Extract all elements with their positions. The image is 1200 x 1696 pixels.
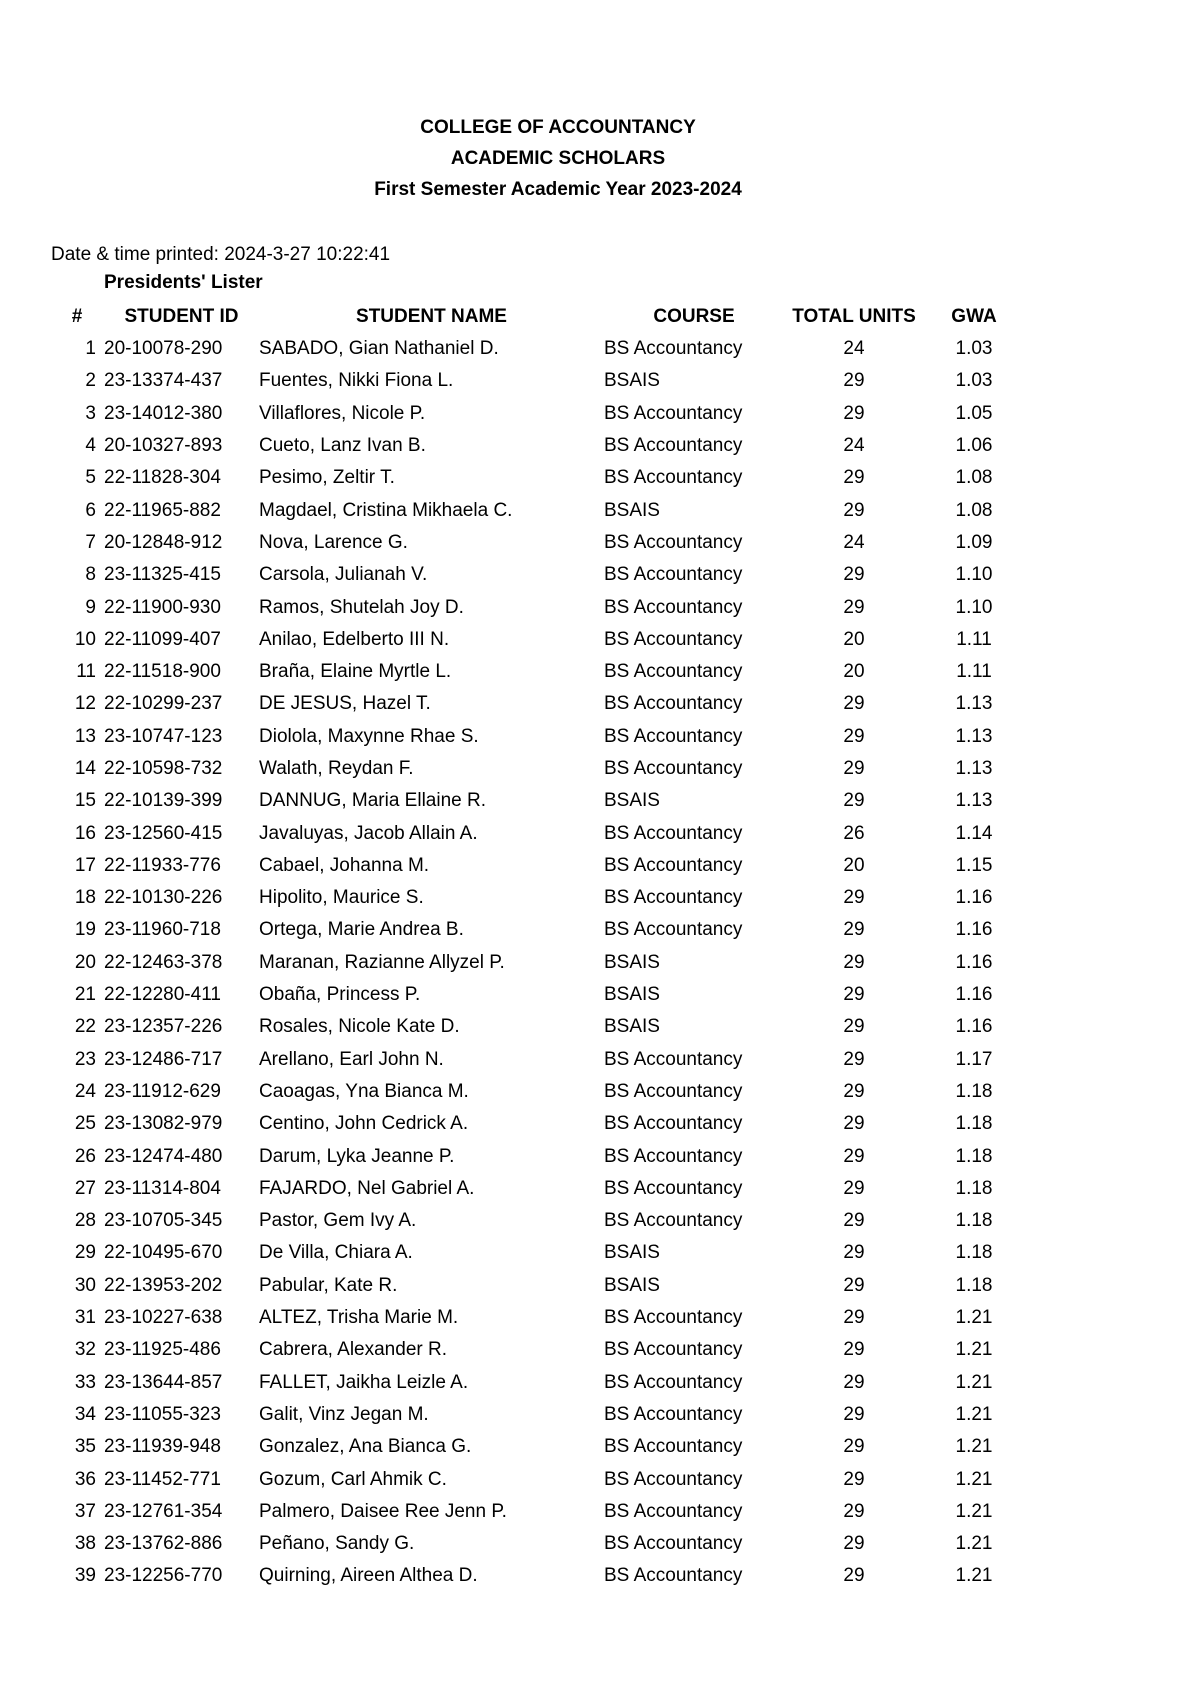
student-id: 23-11939-948 — [104, 1436, 221, 1458]
gwa: 1.05 — [955, 402, 993, 424]
student-name: Carsola, Julianah V. — [259, 564, 428, 586]
term-label: First Semester Academic Year 2023-2024 — [374, 179, 742, 200]
column-header-number: # — [71, 305, 83, 327]
gwa: 1.21 — [955, 1307, 993, 1329]
table-row — [50, 1399, 1024, 1431]
total-units: 24 — [843, 531, 865, 553]
table-row — [50, 365, 1024, 397]
student-id: 22-10495-670 — [104, 1242, 223, 1264]
row-number: 4 — [85, 435, 96, 457]
student-id: 20-12848-912 — [104, 531, 223, 553]
table-row — [50, 753, 1024, 785]
student-id: 23-12256-770 — [104, 1565, 223, 1587]
student-name: FAJARDO, Nel Gabriel A. — [259, 1177, 475, 1199]
student-id: 23-11325-415 — [104, 564, 221, 586]
student-name: Maranan, Razianne Allyzel P. — [259, 951, 505, 973]
row-number: 6 — [85, 499, 96, 521]
document-title: ACADEMIC SCHOLARS — [450, 148, 666, 169]
course: BS Accountancy — [604, 435, 743, 457]
row-number: 2 — [85, 370, 96, 392]
total-units: 29 — [843, 1565, 865, 1587]
row-number: 18 — [74, 887, 96, 909]
student-id: 22-12280-411 — [104, 984, 221, 1006]
row-number: 25 — [74, 1113, 96, 1135]
row-number: 39 — [74, 1565, 96, 1587]
course: BS Accountancy — [604, 725, 743, 747]
gwa: 1.21 — [955, 1436, 993, 1458]
student-name: Peñano, Sandy G. — [259, 1533, 415, 1555]
student-id: 22-11900-930 — [104, 596, 221, 618]
column-header-gwa: GWA — [951, 305, 997, 327]
student-name: ALTEZ, Trisha Marie M. — [259, 1307, 459, 1329]
student-id: 23-12474-480 — [104, 1145, 223, 1167]
table-row — [50, 882, 1024, 914]
total-units: 29 — [843, 758, 865, 779]
table-row — [50, 462, 1024, 494]
student-name: Quirning, Aireen Althea D. — [259, 1565, 478, 1587]
row-number: 33 — [74, 1371, 96, 1393]
gwa: 1.21 — [955, 1533, 993, 1555]
gwa: 1.08 — [955, 499, 993, 521]
student-id: 22-10139-399 — [104, 790, 223, 812]
row-number: 15 — [74, 790, 96, 812]
student-id: 23-11912-629 — [104, 1080, 221, 1102]
table-row — [50, 1011, 1024, 1043]
total-units: 29 — [843, 370, 865, 392]
gwa: 1.18 — [955, 1177, 993, 1199]
student-id: 23-11925-486 — [104, 1339, 221, 1361]
section-title: Presidents' Lister — [104, 272, 263, 293]
student-id: 23-10705-345 — [104, 1210, 223, 1232]
student-id: 20-10327-893 — [104, 435, 223, 457]
table-row — [50, 721, 1024, 753]
course: BSAIS — [604, 1016, 660, 1038]
course: BS Accountancy — [604, 1565, 743, 1587]
row-number: 36 — [74, 1468, 96, 1490]
total-units: 29 — [843, 1210, 865, 1232]
gwa: 1.21 — [955, 1468, 993, 1490]
table-row — [50, 398, 1024, 430]
student-id: 23-13374-437 — [104, 370, 223, 392]
row-number: 31 — [74, 1307, 96, 1329]
table-row — [50, 1237, 1024, 1269]
table-row — [50, 624, 1024, 656]
table-row — [50, 333, 1024, 365]
gwa: 1.18 — [955, 1145, 993, 1167]
course: BSAIS — [604, 370, 660, 392]
table-row — [50, 656, 1024, 688]
student-name: Hipolito, Maurice S. — [259, 887, 424, 909]
student-name: Anilao, Edelberto III N. — [259, 628, 450, 650]
table-row — [50, 1173, 1024, 1205]
course: BS Accountancy — [604, 1533, 743, 1555]
course: BS Accountancy — [604, 1113, 743, 1135]
total-units: 29 — [843, 596, 865, 618]
gwa: 1.10 — [955, 596, 993, 618]
table-row — [50, 914, 1024, 946]
table-row — [50, 1108, 1024, 1140]
student-name: Obaña, Princess P. — [259, 984, 421, 1006]
course: BS Accountancy — [604, 1371, 743, 1393]
course: BS Accountancy — [604, 531, 743, 553]
student-name: Fuentes, Nikki Fiona L. — [259, 370, 454, 392]
student-id: 23-13082-979 — [104, 1113, 223, 1135]
total-units: 20 — [843, 628, 865, 650]
total-units: 29 — [843, 951, 865, 973]
course: BS Accountancy — [604, 1145, 743, 1167]
table-row — [50, 1270, 1024, 1302]
total-units: 26 — [843, 822, 865, 844]
course: BSAIS — [604, 1242, 660, 1264]
gwa: 1.16 — [955, 984, 993, 1006]
gwa: 1.21 — [955, 1403, 993, 1425]
gwa: 1.13 — [955, 758, 993, 779]
table-row — [50, 1528, 1024, 1560]
course: BSAIS — [604, 790, 660, 812]
total-units: 29 — [843, 1307, 865, 1329]
student-id: 23-12486-717 — [104, 1048, 223, 1070]
table-row — [50, 850, 1024, 882]
total-units: 29 — [843, 1436, 865, 1458]
student-name: Arellano, Earl John N. — [259, 1048, 444, 1070]
row-number: 11 — [76, 661, 96, 683]
row-number: 10 — [74, 628, 96, 650]
course: BS Accountancy — [604, 628, 743, 650]
gwa: 1.11 — [956, 628, 992, 650]
gwa: 1.03 — [955, 338, 993, 360]
table-header-row — [50, 300, 1024, 333]
row-number: 21 — [74, 984, 96, 1006]
gwa: 1.21 — [955, 1565, 993, 1587]
student-name: Villaflores, Nicole P. — [259, 402, 426, 424]
course: BS Accountancy — [604, 919, 743, 941]
scholars-table — [50, 300, 1024, 1593]
total-units: 24 — [843, 435, 865, 457]
student-name: DE JESUS, Hazel T. — [259, 693, 431, 715]
student-id: 23-12357-226 — [104, 1016, 223, 1038]
table-row — [50, 817, 1024, 849]
student-name: Braña, Elaine Myrtle L. — [259, 661, 452, 683]
table-row — [50, 947, 1024, 979]
course: BSAIS — [604, 1274, 660, 1296]
row-number: 12 — [74, 693, 96, 715]
gwa: 1.21 — [955, 1500, 993, 1522]
student-id: 22-11099-407 — [104, 628, 221, 650]
gwa: 1.16 — [955, 951, 993, 973]
total-units: 24 — [843, 338, 865, 360]
student-id: 22-11965-882 — [104, 499, 221, 521]
row-number: 14 — [74, 758, 96, 779]
gwa: 1.21 — [955, 1371, 993, 1393]
student-name: Walath, Reydan F. — [259, 758, 414, 779]
gwa: 1.13 — [955, 693, 993, 715]
student-id: 23-13644-857 — [104, 1371, 223, 1393]
total-units: 29 — [843, 402, 865, 424]
table-row — [50, 1367, 1024, 1399]
row-number: 37 — [74, 1500, 96, 1522]
student-name: Pabular, Kate R. — [259, 1274, 398, 1296]
table-row — [50, 1205, 1024, 1237]
total-units: 29 — [843, 1080, 865, 1102]
course: BS Accountancy — [604, 1307, 743, 1329]
total-units: 29 — [843, 1274, 865, 1296]
student-name: Ramos, Shutelah Joy D. — [259, 596, 464, 618]
table-row — [50, 979, 1024, 1011]
row-number: 22 — [74, 1016, 96, 1038]
table-row — [50, 494, 1024, 526]
gwa: 1.14 — [955, 822, 993, 844]
table-row — [50, 785, 1024, 817]
table-row — [50, 688, 1024, 720]
total-units: 29 — [843, 1371, 865, 1393]
row-number: 24 — [74, 1080, 96, 1102]
column-header-student-id: STUDENT ID — [124, 305, 239, 327]
student-name: Ortega, Marie Andrea B. — [259, 919, 464, 941]
course: BS Accountancy — [604, 1436, 743, 1458]
total-units: 29 — [843, 1468, 865, 1490]
course: BS Accountancy — [604, 1339, 743, 1361]
college-name: COLLEGE OF ACCOUNTANCY — [420, 117, 696, 138]
table-row — [50, 1302, 1024, 1334]
student-name: Palmero, Daisee Ree Jenn P. — [259, 1500, 507, 1522]
student-id: 22-11933-776 — [104, 854, 221, 876]
course: BS Accountancy — [604, 1210, 743, 1232]
total-units: 29 — [843, 1339, 865, 1361]
student-id: 23-14012-380 — [104, 402, 223, 424]
total-units: 29 — [843, 790, 865, 812]
table-row — [50, 430, 1024, 462]
total-units: 29 — [843, 1533, 865, 1555]
row-number: 19 — [74, 919, 96, 941]
total-units: 29 — [843, 1016, 865, 1038]
student-id: 22-10299-237 — [104, 693, 223, 715]
row-number: 5 — [85, 467, 96, 489]
row-number: 38 — [74, 1533, 96, 1555]
student-name: Diolola, Maxynne Rhae S. — [259, 725, 479, 747]
student-id: 22-10130-226 — [104, 887, 223, 909]
total-units: 29 — [843, 1048, 865, 1070]
student-id: 23-11314-804 — [104, 1177, 221, 1199]
table-row — [50, 1463, 1024, 1495]
gwa: 1.09 — [955, 531, 993, 553]
row-number: 30 — [74, 1274, 96, 1296]
total-units: 29 — [843, 919, 865, 941]
table-body — [50, 333, 1024, 1593]
student-name: Javaluyas, Jacob Allain A. — [259, 822, 478, 844]
student-name: FALLET, Jaikha Leizle A. — [259, 1371, 469, 1393]
gwa: 1.18 — [955, 1080, 993, 1102]
total-units: 29 — [843, 467, 865, 489]
total-units: 29 — [843, 725, 865, 747]
student-name: Pastor, Gem Ivy A. — [259, 1210, 417, 1232]
gwa: 1.17 — [955, 1048, 993, 1070]
student-id: 23-11452-771 — [104, 1468, 221, 1490]
student-name: Cabael, Johanna M. — [259, 854, 430, 876]
table-row — [50, 1044, 1024, 1076]
student-name: Rosales, Nicole Kate D. — [259, 1016, 460, 1038]
table-row — [50, 1431, 1024, 1463]
student-name: Gonzalez, Ana Bianca G. — [259, 1436, 472, 1458]
gwa: 1.18 — [955, 1274, 993, 1296]
table-row — [50, 1076, 1024, 1108]
course: BS Accountancy — [604, 1403, 743, 1425]
student-name: De Villa, Chiara A. — [259, 1242, 413, 1264]
student-id: 23-10227-638 — [104, 1307, 223, 1329]
student-name: Pesimo, Zeltir T. — [259, 467, 395, 489]
row-number: 1 — [85, 338, 96, 360]
course: BS Accountancy — [604, 467, 743, 489]
student-name: Magdael, Cristina Mikhaela C. — [259, 499, 513, 521]
column-header-course: COURSE — [653, 305, 735, 327]
row-number: 29 — [74, 1242, 96, 1264]
student-name: Galit, Vinz Jegan M. — [259, 1403, 429, 1425]
student-id: 22-11518-900 — [104, 661, 221, 683]
table-row — [50, 1334, 1024, 1366]
course: BS Accountancy — [604, 1500, 743, 1522]
gwa: 1.13 — [955, 725, 993, 747]
student-name: Darum, Lyka Jeanne P. — [259, 1145, 455, 1167]
document-header — [0, 112, 1116, 205]
total-units: 29 — [843, 984, 865, 1006]
total-units: 29 — [843, 1113, 865, 1135]
course: BSAIS — [604, 984, 660, 1006]
student-name: SABADO, Gian Nathaniel D. — [259, 338, 499, 360]
total-units: 29 — [843, 693, 865, 715]
student-name: Caoagas, Yna Bianca M. — [259, 1080, 469, 1102]
course: BS Accountancy — [604, 1177, 743, 1199]
student-name: Cueto, Lanz Ivan B. — [259, 435, 426, 457]
course: BS Accountancy — [604, 1080, 743, 1102]
table-row — [50, 527, 1024, 559]
course: BS Accountancy — [604, 596, 743, 618]
gwa: 1.11 — [956, 661, 992, 683]
gwa: 1.18 — [955, 1242, 993, 1264]
row-number: 32 — [74, 1339, 96, 1361]
gwa: 1.08 — [955, 467, 993, 489]
gwa: 1.18 — [955, 1113, 993, 1135]
course: BS Accountancy — [604, 887, 743, 909]
course: BS Accountancy — [604, 822, 743, 844]
student-id: 22-12463-378 — [104, 951, 223, 973]
table-row — [50, 591, 1024, 623]
course: BS Accountancy — [604, 564, 743, 586]
row-number: 26 — [74, 1145, 96, 1167]
total-units: 20 — [843, 854, 865, 876]
student-id: 23-12761-354 — [104, 1500, 223, 1522]
row-number: 20 — [74, 951, 96, 973]
total-units: 29 — [843, 1500, 865, 1522]
gwa: 1.03 — [955, 370, 993, 392]
gwa: 1.15 — [955, 854, 993, 876]
table-row — [50, 1140, 1024, 1172]
row-number: 34 — [74, 1403, 96, 1425]
gwa: 1.21 — [955, 1339, 993, 1361]
course: BSAIS — [604, 951, 660, 973]
student-id: 23-11055-323 — [104, 1403, 221, 1425]
student-id: 22-10598-732 — [104, 758, 223, 779]
student-id: 23-12560-415 — [104, 822, 223, 844]
course: BSAIS — [604, 499, 660, 521]
course: BS Accountancy — [604, 1468, 743, 1490]
course: BS Accountancy — [604, 402, 743, 424]
row-number: 7 — [85, 531, 96, 553]
total-units: 29 — [843, 1403, 865, 1425]
student-name: Nova, Larence G. — [259, 531, 408, 553]
total-units: 29 — [843, 564, 865, 586]
total-units: 29 — [843, 1242, 865, 1264]
student-name: Cabrera, Alexander R. — [259, 1339, 447, 1361]
course: BS Accountancy — [604, 1048, 743, 1070]
row-number: 23 — [74, 1048, 96, 1070]
course: BS Accountancy — [604, 338, 743, 360]
total-units: 29 — [843, 887, 865, 909]
column-header-student-name: STUDENT NAME — [356, 305, 507, 327]
row-number: 16 — [74, 822, 96, 844]
course: BS Accountancy — [604, 854, 743, 876]
student-id: 23-10747-123 — [104, 725, 223, 747]
total-units: 29 — [843, 1177, 865, 1199]
row-number: 8 — [85, 564, 96, 586]
row-number: 13 — [74, 725, 96, 747]
total-units: 29 — [843, 499, 865, 521]
column-header-total-units: TOTAL UNITS — [792, 305, 916, 327]
table-row — [50, 559, 1024, 591]
row-number: 28 — [74, 1210, 96, 1232]
gwa: 1.18 — [955, 1210, 993, 1232]
student-name: DANNUG, Maria Ellaine R. — [259, 790, 486, 812]
gwa: 1.16 — [955, 1016, 993, 1038]
student-id: 22-13953-202 — [104, 1274, 223, 1296]
student-name: Gozum, Carl Ahmik C. — [259, 1468, 447, 1490]
gwa: 1.16 — [955, 887, 993, 909]
row-number: 27 — [74, 1177, 96, 1199]
gwa: 1.06 — [955, 435, 993, 457]
student-id: 22-11828-304 — [104, 467, 221, 489]
gwa: 1.10 — [955, 564, 993, 586]
student-id: 20-10078-290 — [104, 338, 223, 360]
student-name: Centino, John Cedrick A. — [259, 1113, 469, 1135]
course: BS Accountancy — [604, 661, 743, 683]
total-units: 20 — [843, 661, 865, 683]
table-row — [50, 1560, 1024, 1592]
table-row — [50, 1496, 1024, 1528]
course: BS Accountancy — [604, 758, 743, 779]
total-units: 29 — [843, 1145, 865, 1167]
gwa: 1.16 — [955, 919, 993, 941]
row-number: 17 — [74, 854, 96, 876]
row-number: 3 — [85, 402, 96, 424]
row-number: 35 — [74, 1436, 96, 1458]
course: BS Accountancy — [604, 693, 743, 715]
student-id: 23-13762-886 — [104, 1533, 223, 1555]
printed-timestamp: Date & time printed: 2024-3-27 10:22:41 — [51, 244, 391, 265]
student-id: 23-11960-718 — [104, 919, 221, 941]
row-number: 9 — [85, 596, 96, 618]
gwa: 1.13 — [955, 790, 993, 812]
